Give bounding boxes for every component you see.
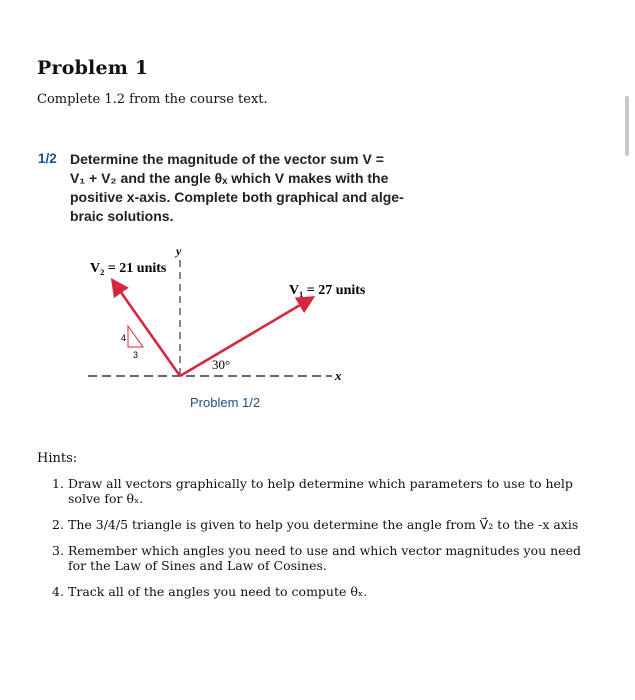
hint-item	[52, 476, 600, 506]
v1-label: V₁ = 27 units	[289, 283, 366, 298]
page-title: Problem 1	[37, 57, 149, 79]
hints-title: Hints:	[37, 451, 78, 466]
hints-list	[52, 476, 600, 610]
v1-vector-arrow	[180, 298, 312, 376]
problem-line-2: V₁ + V₂ and the angle θₓ which V makes with the	[70, 170, 389, 186]
hint-number: 3.	[52, 543, 64, 558]
hint-number: 4.	[52, 584, 64, 599]
triangle-3-4-5	[128, 326, 143, 347]
v2-vector-arrow	[113, 281, 180, 376]
hint-number: 1.	[52, 476, 64, 491]
figure-caption: Problem 1/2	[190, 395, 261, 410]
intro-text: Complete 1.2 from the course text.	[37, 92, 268, 107]
problem-line-4: braic solutions.	[70, 208, 174, 224]
problem-statement	[70, 150, 420, 226]
problem-number: 1/2	[38, 151, 57, 166]
hint-text: Remember which angles you need to use and which vector magnitudes you need for the Law of Sines and Law of Cosines.	[68, 543, 581, 573]
hint-item	[52, 517, 600, 532]
v2-label: V₂ = 21 units	[90, 261, 167, 276]
angle-label: 30°	[212, 357, 231, 372]
hint-text: Draw all vectors graphically to help determine which parameters to use to help solve for θₓ.	[68, 476, 573, 506]
vertical-scrollbar[interactable]	[625, 96, 629, 156]
hint-item	[52, 543, 600, 573]
problem-line-1: Determine the magnitude of the vector sum V =	[70, 151, 384, 167]
triangle-side-3: 3	[133, 350, 139, 360]
hint-item	[52, 584, 600, 599]
x-axis-label: x	[335, 368, 342, 383]
hint-number: 2.	[52, 517, 64, 532]
hint-text: Track all of the angles you need to compute θₓ.	[68, 584, 368, 599]
triangle-side-4: 4	[121, 333, 127, 343]
vector-diagram	[80, 240, 380, 420]
problem-line-3: positive x-axis. Complete both graphical and alge-	[70, 189, 404, 205]
vector-figure	[80, 240, 380, 420]
y-axis-label: y	[176, 244, 182, 258]
hint-text: The 3/4/5 triangle is given to help you determine the angle from V⃗₂ to the -x axis	[68, 517, 579, 532]
